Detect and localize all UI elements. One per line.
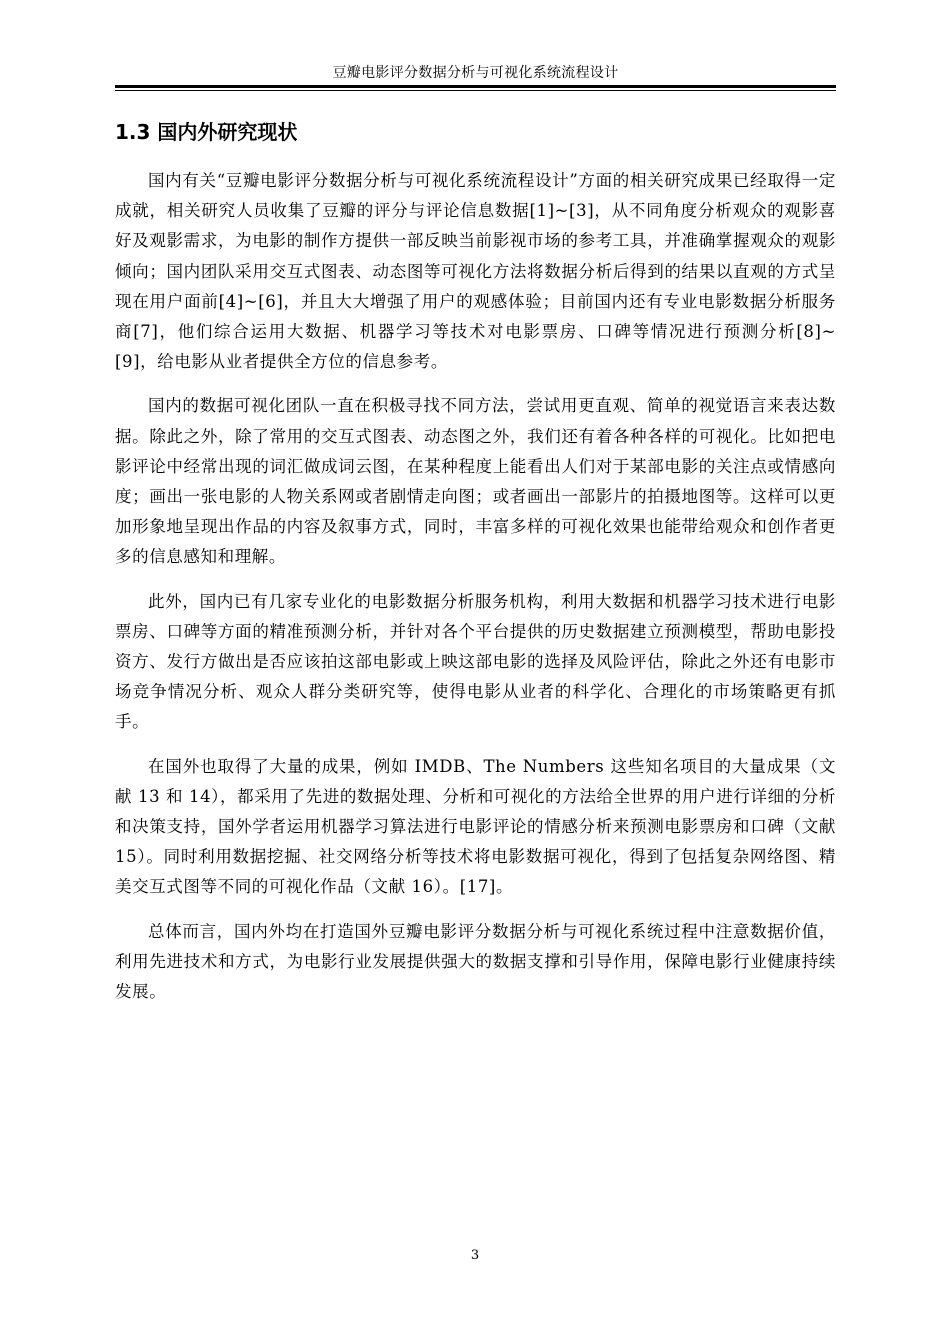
- paragraph-5: 总体而言，国内外均在打造国外豆瓣电影评分数据分析与可视化系统过程中注意数据价值，利用先进技术和方式，为电影行业发展提供强大的数据支撑和引导作用，保障电影行业健康持续发展。: [115, 921, 836, 1002]
- header-rule-thin: [115, 90, 836, 91]
- page-number: 3: [470, 1248, 480, 1263]
- paragraph-4: 在国外也取得了大量的成果，例如 IMDB、The Numbers 这些知名项目的大量成果（文献 13 和 14），都采用了先进的数据处理、分析和可视化的方法给全世界的用户进行详细的分析和决策支持，国外学者运用机器学习算法进行电影评论的情感分析来预测电影票房和口碑（文献 15）。同时利用数据挖掘、社交网络分析等技术将电影数据可视化，得到了包括复杂网络图、精美交互式图等不同的可视化作品（文献 16）。[17]。: [115, 756, 836, 897]
- header-rule-thick: [115, 85, 836, 88]
- paragraph-1: 国内有关“豆瓣电影评分数据分析与可视化系统流程设计”方面的相关研究成果已经取得一定成就，相关研究人员收集了豆瓣的评分与评论信息数据[1]~[3]，从不同角度分析观众的观影喜好及观影需求，为电影的制作方提供一部反映当前影视市场的参考工具，并准确掌握观众的观影倾向；国内团队采用交互式图表、动态图等可视化方法将数据分析后得到的结果以直观的方式呈现在用户面前[4]~[6]，并且大大增强了用户的观感体验；目前国内还有专业电影数据分析服务商[7]，他们综合运用大数据、机器学习等技术对电影票房、口碑等情况进行预测分析[8]~[9]，给电影从业者提供全方位的信息参考。: [115, 171, 836, 372]
- running-header: 豆瓣电影评分数据分析与可视化系统流程设计: [332, 65, 619, 81]
- body-text: [115, 166, 836, 1021]
- paragraph-2: 国内的数据可视化团队一直在积极寻找不同方法，尝试用更直观、简单的视觉语言来表达数据。除此之外，除了常用的交互式图表、动态图之外，我们还有着各种各样的可视化。比如把电影评论中经常出现的词汇做成词云图，在某种程度上能看出人们对于某部电影的关注点或情感向度；画出一张电影的人物关系网或者剧情走向图；或者画出一部影片的拍摄地图等。这样可以更加形象地呈现出作品的内容及叙事方式，同时，丰富多样的可视化效果也能带给观众和创作者更多的信息感知和理解。: [115, 396, 836, 567]
- section-heading: 1.3 国内外研究现状: [115, 120, 298, 144]
- paragraph-3: 此外，国内已有几家专业化的电影数据分析服务机构，利用大数据和机器学习技术进行电影票房、口碑等方面的精准预测分析，并针对各个平台提供的历史数据建立预测模型，帮助电影投资方、发行方做出是否应该拍这部电影或上映这部电影的选择及风险评估，除此之外还有电影市场竞争情况分析、观众人群分类研究等，使得电影从业者的科学化、合理化的市场策略更有抓手。: [115, 591, 836, 732]
